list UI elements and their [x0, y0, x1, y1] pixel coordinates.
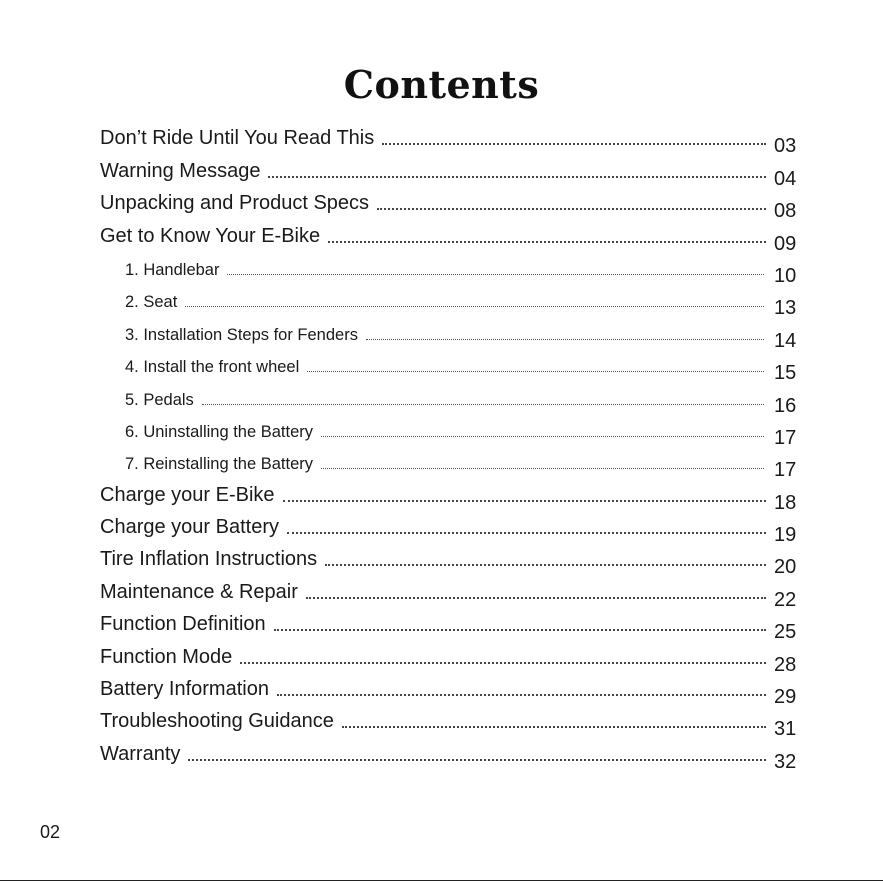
dot-leader — [227, 274, 764, 275]
toc-entry-label: Battery Information — [100, 678, 269, 701]
toc-entry-function-mode[interactable] — [100, 640, 800, 676]
dot-leader — [287, 532, 766, 534]
toc-entry-page-number: 22 — [774, 588, 797, 611]
dot-leader — [325, 564, 766, 566]
toc-entry-function-definition[interactable] — [100, 608, 800, 644]
dot-leader — [377, 208, 766, 210]
table-of-contents — [100, 122, 800, 773]
toc-subentry-handlebar[interactable] — [100, 252, 800, 287]
toc-entry-page-number: 16 — [774, 394, 797, 417]
toc-subentry-reinstalling-the-battery[interactable] — [100, 446, 800, 482]
toc-entry-page-number: 08 — [774, 200, 797, 223]
toc-entry-label: Function Definition — [100, 613, 266, 636]
toc-entry-unpacking-and-product-specs[interactable] — [100, 187, 800, 223]
toc-entry-page-number: 13 — [774, 297, 797, 320]
toc-entry-label: Unpacking and Product Specs — [100, 192, 370, 215]
toc-entry-page-number: 31 — [774, 718, 797, 741]
toc-entry-label: 1. Handlebar — [125, 260, 220, 279]
dot-leader — [328, 241, 766, 243]
toc-entry-label: Charge your E-Bike — [100, 483, 275, 506]
dot-leader — [321, 468, 764, 469]
toc-entry-warranty[interactable] — [100, 737, 800, 773]
toc-entry-tire-inflation-instructions[interactable] — [100, 543, 800, 579]
toc-entry-page-number: 32 — [774, 750, 797, 773]
dot-leader — [240, 662, 766, 664]
toc-entry-get-to-know-your-e-bike[interactable] — [100, 219, 800, 255]
dot-leader — [202, 404, 764, 405]
toc-entry-page-number: 04 — [774, 167, 797, 190]
toc-entry-page-number: 15 — [774, 362, 797, 385]
toc-entry-battery-information[interactable] — [100, 673, 800, 709]
toc-entry-troubleshooting-guidance[interactable] — [100, 705, 800, 741]
toc-entry-warning-message[interactable] — [100, 154, 800, 190]
dot-leader — [321, 436, 764, 437]
toc-entry-label: Get to Know Your E-Bike — [100, 224, 321, 247]
page-number: 02 — [40, 822, 61, 842]
dot-leader — [307, 371, 764, 372]
dot-leader — [185, 306, 764, 307]
toc-entry-page-number: 28 — [774, 653, 797, 676]
toc-entry-page-number: 17 — [774, 426, 797, 449]
toc-entry-label: Warning Message — [100, 159, 261, 182]
toc-entry-page-number: 25 — [774, 621, 797, 644]
dot-leader — [366, 339, 764, 340]
dot-leader — [268, 176, 766, 178]
toc-entry-label: Function Mode — [100, 645, 233, 668]
toc-entry-label: 3. Installation Steps for Fenders — [125, 325, 358, 344]
toc-entry-page-number: 14 — [774, 329, 797, 352]
toc-entry-label: Troubleshooting Guidance — [100, 710, 334, 733]
toc-entry-maintenance-and-repair[interactable] — [100, 575, 800, 611]
toc-entry-label: Warranty — [100, 742, 181, 765]
toc-entry-page-number: 17 — [774, 459, 797, 482]
toc-entry-page-number: 20 — [774, 556, 797, 579]
toc-subentry-installation-steps-for-fenders[interactable] — [100, 316, 800, 352]
toc-entry-label: 5. Pedals — [125, 390, 194, 409]
toc-entry-label: 4. Install the front wheel — [125, 358, 300, 377]
dot-leader — [283, 500, 766, 502]
toc-entry-page-number: 29 — [774, 686, 797, 709]
dot-leader — [306, 597, 766, 599]
dot-leader — [188, 759, 766, 761]
dot-leader — [277, 694, 766, 696]
toc-entry-label: 6. Uninstalling the Battery — [125, 422, 314, 441]
dot-leader — [274, 629, 766, 631]
toc-entry-page-number: 18 — [774, 491, 797, 514]
toc-entry-label: Don’t Ride Until You Read This — [100, 127, 375, 150]
toc-entry-page-number: 09 — [774, 232, 797, 255]
toc-subentry-install-the-front-wheel[interactable] — [100, 349, 800, 385]
toc-entry-label: Tire Inflation Instructions — [100, 548, 318, 571]
toc-entry-page-number: 03 — [774, 135, 797, 158]
dot-leader — [382, 143, 766, 145]
toc-entry-label: 2. Seat — [125, 293, 178, 312]
toc-subentry-seat[interactable] — [100, 284, 800, 320]
toc-subentry-pedals[interactable] — [100, 381, 800, 417]
bottom-divider — [0, 880, 883, 881]
toc-subentry-uninstalling-the-battery[interactable] — [100, 414, 800, 449]
toc-entry-label: 7. Reinstalling the Battery — [125, 455, 314, 474]
toc-entry-page-number: 10 — [774, 264, 797, 287]
page-title: Contents — [343, 62, 540, 107]
toc-entry-page-number: 19 — [774, 524, 797, 547]
toc-entry-charge-your-battery[interactable] — [100, 511, 800, 547]
toc-entry-dont-ride-until-you-read-this[interactable] — [100, 122, 800, 158]
dot-leader — [342, 726, 766, 728]
toc-entry-label: Maintenance & Repair — [100, 580, 298, 603]
toc-entry-label: Charge your Battery — [100, 516, 279, 539]
toc-entry-charge-your-e-bike[interactable] — [100, 478, 800, 514]
